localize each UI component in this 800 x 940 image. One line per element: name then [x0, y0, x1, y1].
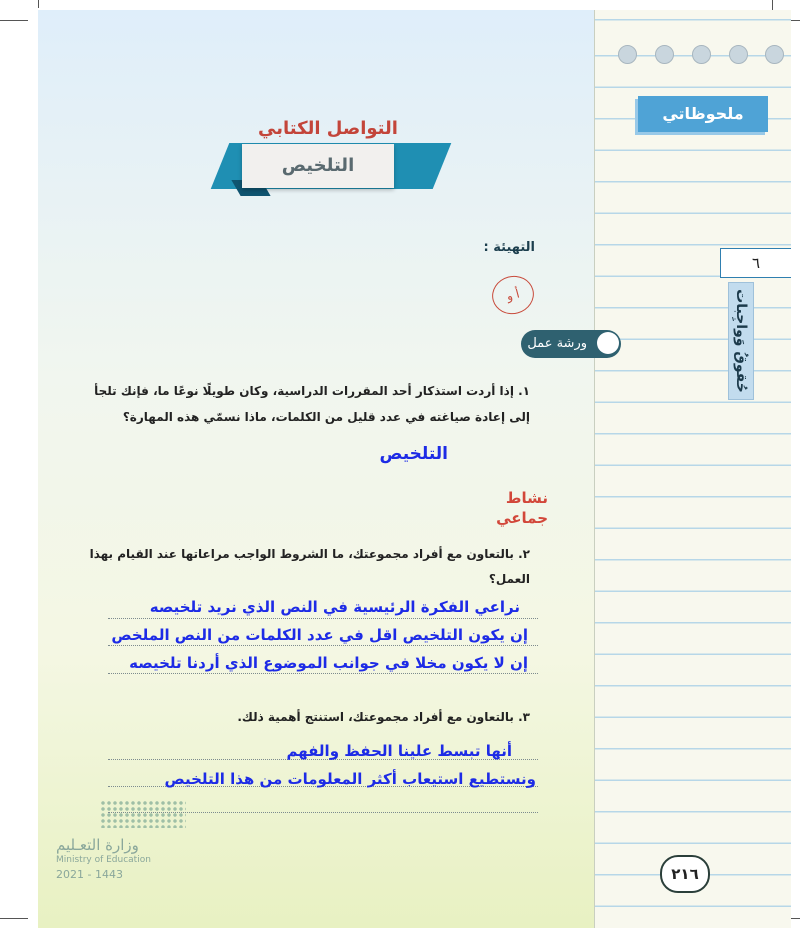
answer-line — [108, 618, 538, 619]
q3-answer-1: أنها تبسط علينا الحفظ والفهم — [286, 742, 512, 760]
section-title: التواصل الكتابي — [258, 118, 398, 139]
skill-title: التلخيص — [281, 155, 355, 176]
notes-title: ملحوظاتي — [638, 96, 768, 132]
q3-answer-2: ونستطيع استيعاب أكثر المعلومات من هذا التلخيص — [164, 770, 536, 788]
warmup-label: التهيئة : — [483, 240, 535, 255]
workshop-circle-icon — [597, 332, 619, 354]
page-number: ٢١٦ — [660, 855, 710, 893]
activity-label — [496, 488, 548, 528]
workshop-badge — [521, 330, 621, 358]
skill-title-box — [242, 144, 394, 188]
ministry-year: 2021 - 1443 — [56, 868, 123, 881]
binder-hole-icon — [765, 45, 784, 64]
ministry-name-arabic: وزارة التعـليم — [56, 836, 139, 854]
unit-number: ٦ — [720, 248, 791, 278]
q2-answer-3: إن لا يكون مخلا في جوانب الموضوع الذي أردنا تلخيصه — [129, 654, 528, 672]
crop-mark — [0, 918, 28, 919]
workshop-label: ورشة عمل — [527, 336, 587, 351]
activity-line2: جماعي — [496, 509, 548, 527]
notes-column — [594, 10, 791, 928]
binder-hole-icon — [729, 45, 748, 64]
q1-line2: إلى إعادة صياغته في عدد قليل من الكلمات، ماذا نسمّي هذه المهارة؟ — [122, 410, 530, 424]
crop-mark — [0, 20, 28, 21]
binder-hole-icon — [692, 45, 711, 64]
q2-line2: العمل؟ — [488, 572, 530, 586]
unit-name: حُقوقُ وَواجِبات — [733, 289, 749, 393]
activity-line1: نشاط — [505, 489, 548, 507]
ministry-name-english: Ministry of Education — [56, 855, 151, 865]
q1-line1: ١. إذا أردت استذكار أحد المقررات الدراسية، وكان طويلًا نوعًا ما، فإنك تلجأ — [94, 384, 530, 398]
unit-tab — [728, 282, 754, 400]
answer-line — [108, 673, 538, 674]
q3-line1: ٣. بالتعاون مع أفراد مجموعتك، استنتج أهمية ذلك. — [237, 710, 530, 724]
q2-answer-2: إن يكون التلخيص اقل في عدد الكلمات من النص الملخص — [111, 626, 528, 644]
crop-mark — [38, 0, 39, 8]
answer-line — [108, 645, 538, 646]
q1-answer: التلخيص — [379, 444, 448, 464]
q2-answer-1: نراعي الفكرة الرئيسية في النص الذي نريد تلخيصه — [149, 598, 520, 616]
q2-line1: ٢. بالتعاون مع أفراد مجموعتك، ما الشروط الواجب مراعاتها عند القيام بهذا — [89, 547, 530, 561]
ministry-logo-icon — [100, 800, 186, 828]
binder-hole-icon — [655, 45, 674, 64]
stamp-icon: أ و — [488, 271, 538, 319]
binder-hole-icon — [618, 45, 637, 64]
